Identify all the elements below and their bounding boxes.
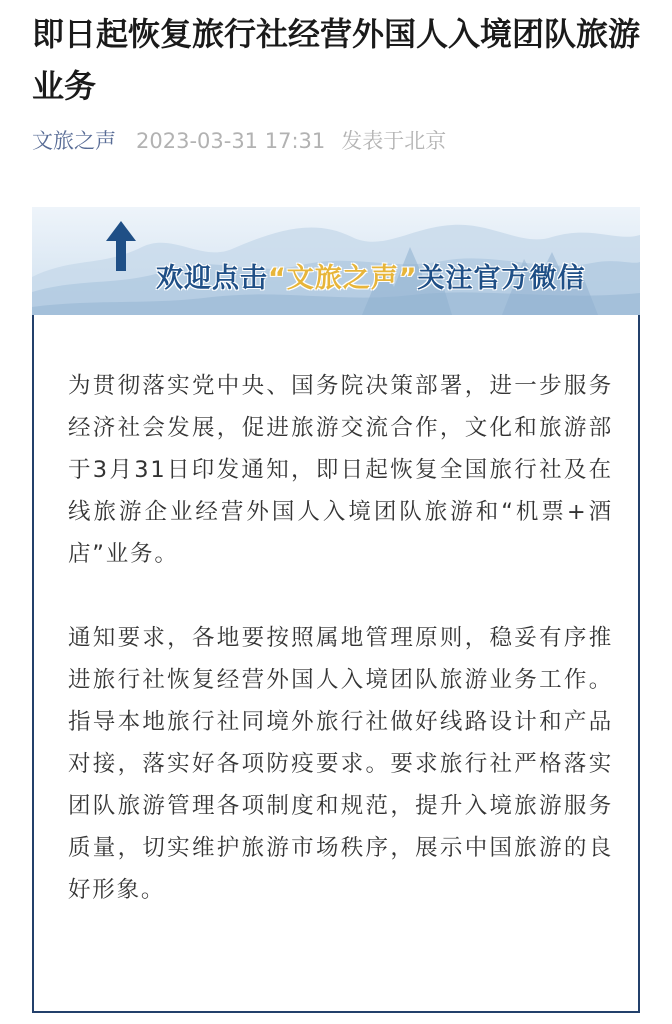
article-title: 即日起恢复旅行社经营外国人入境团队旅游业务 <box>32 15 641 105</box>
article-meta <box>32 127 446 155</box>
up-arrow-icon <box>106 221 136 271</box>
banner-text-before: 欢迎点击 <box>156 263 268 294</box>
account-name-link[interactable]: 文旅之声 <box>32 129 116 153</box>
banner-text-after: 关注官方微信 <box>417 263 586 294</box>
article-content-frame <box>32 315 640 1013</box>
body-paragraph-1: 为贯彻落实党中央、国务院决策部署，进一步服务经济社会发展，促进旅游交流合作，文化和旅游部于3月31日印发通知，即日起恢复全国旅行社及在线旅游企业经营外国人入境团队旅游和“机票+酒店”业务。 <box>68 373 613 567</box>
publish-location: 发表于北京 <box>341 129 447 153</box>
banner-highlight: “文旅之声” <box>268 263 418 294</box>
body-paragraph-2: 通知要求，各地要按照属地管理原则，稳妥有序推进旅行社恢复经营外国人入境团队旅游业务工作。指导本地旅行社同境外旅行社做好线路设计和产品对接，落实好各项防疫要求。要求旅行社严格落实团队旅游管理各项制度和规范，提升入境旅游服务质量，切实维护旅游市场秩序，展示中国旅游的良好形象。 <box>68 625 613 903</box>
follow-banner-text <box>156 259 586 299</box>
publish-time: 2023-03-31 17:31 <box>136 129 326 153</box>
follow-banner[interactable] <box>32 207 640 315</box>
